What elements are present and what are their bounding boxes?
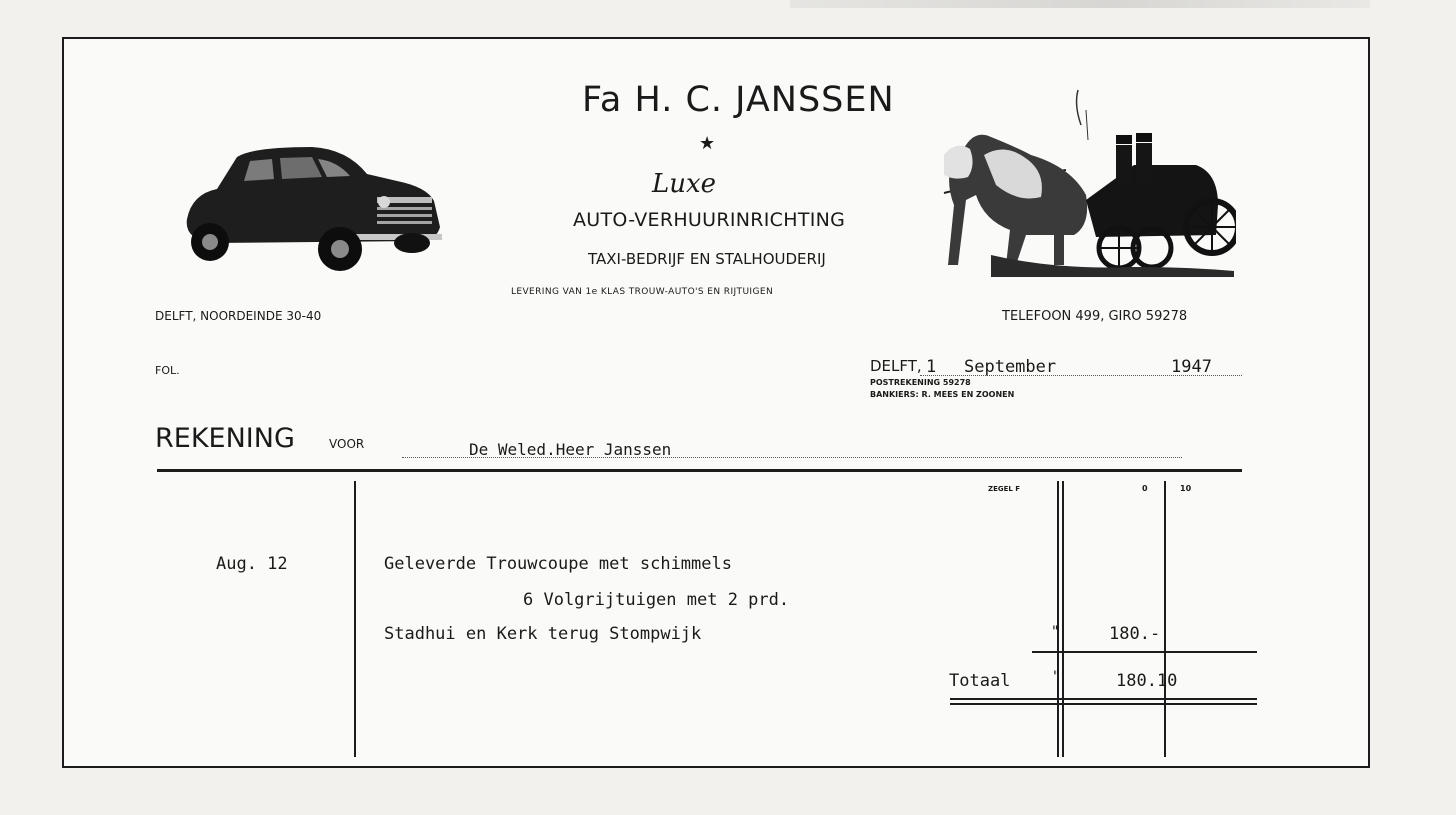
date-column-divider bbox=[354, 481, 356, 757]
levering-line: LEVERING VAN 1e KLAS TROUW-AUTO'S EN RIJTUIGEN bbox=[511, 287, 774, 297]
date-year: 1947 bbox=[1171, 357, 1212, 377]
business-line-2: TAXI-BEDRIJF EN STALHOUDERIJ bbox=[588, 250, 826, 268]
invoice-title: REKENING bbox=[155, 423, 295, 454]
item-line-3: Stadhui en Kerk terug Stompwijk bbox=[384, 624, 702, 644]
star-ornament: ★ bbox=[699, 133, 716, 154]
zegel-label: ZEGEL F bbox=[988, 485, 1021, 493]
firm-address: DELFT, NOORDEINDE 30-40 bbox=[155, 309, 322, 323]
total-ditto-mark: " bbox=[1052, 669, 1061, 685]
cents-column-divider bbox=[1164, 481, 1166, 757]
zegel-guilders: 0 bbox=[1142, 484, 1148, 493]
subtotal-rule bbox=[1032, 651, 1257, 653]
telefoon-giro: TELEFOON 499, GIRO 59278 bbox=[1002, 309, 1188, 324]
voor-label: VOOR bbox=[329, 437, 365, 451]
firm-name: Fa H. C. JANSSEN bbox=[582, 80, 895, 120]
total-double-rule-2 bbox=[950, 703, 1257, 705]
total-label: Totaal bbox=[949, 671, 1011, 691]
postrekening: POSTREKENING 59278 bbox=[870, 378, 971, 387]
amount-column-divider-b bbox=[1062, 481, 1064, 757]
date-month: September bbox=[964, 357, 1057, 377]
invoice-sheet bbox=[62, 37, 1370, 768]
zegel-cents: 10 bbox=[1180, 484, 1192, 493]
horse-carriage-illustration bbox=[936, 85, 1236, 280]
item-line-2: 6 Volgrijtuigen met 2 prd. bbox=[523, 590, 790, 610]
item-line-1: Geleverde Trouwcoupe met schimmels bbox=[384, 554, 732, 574]
bankiers: BANKIERS: R. MEES EN ZOONEN bbox=[870, 390, 1015, 399]
business-line-1: AUTO-VERHUURINRICHTING bbox=[573, 209, 846, 231]
ditto-mark: " bbox=[1051, 624, 1060, 640]
table-top-rule bbox=[157, 469, 1242, 472]
total-double-rule-1 bbox=[950, 698, 1257, 700]
luxe-script: Luxe bbox=[652, 169, 717, 199]
amount-column-divider-a bbox=[1057, 481, 1059, 757]
total-amount: 180.10 bbox=[1116, 671, 1178, 691]
addressee-name: De Weled.Heer Janssen bbox=[469, 440, 672, 459]
item-date: Aug. 12 bbox=[216, 554, 288, 574]
page-edge-shadow bbox=[790, 0, 1370, 8]
car-illustration bbox=[172, 139, 447, 279]
item-amount: 180.- bbox=[1109, 624, 1161, 644]
folio-label: FOL. bbox=[155, 364, 180, 377]
date-place-label: DELFT, bbox=[870, 357, 922, 375]
date-day: 1 bbox=[926, 357, 937, 377]
